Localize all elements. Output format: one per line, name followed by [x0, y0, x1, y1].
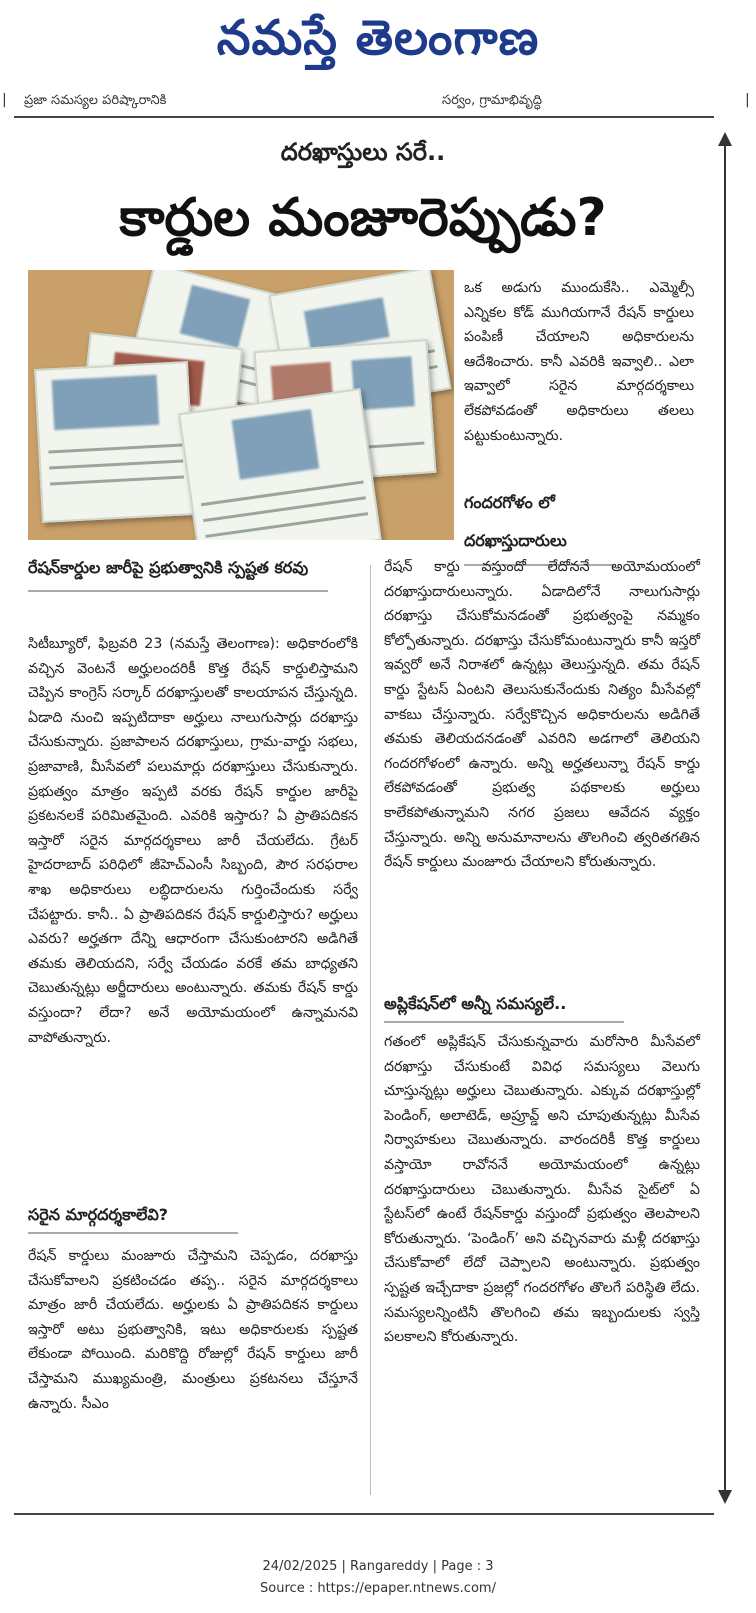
section-heading-lack-of-clarity: రేషన్‌కార్డుల జారీపై ప్రభుత్వానికి స్పష్టత కరవు	[28, 550, 328, 592]
right-intro-paragraph: ఒక అడుగు ముందుకేసి.. ఎమ్మెల్సీ ఎన్నికల కోడ్ ముగియగానే రేషన్ కార్డులు పంపిణీ చేయాలని అధికారులను ఆదేశించారు. కానీ ఎవరికి ఇవ్వాలి.. ఎలా ఇవ్వాలో సరైన మార్గదర్శకాలు లేకపోవడంతో అధికారులు తలలు పట్టుకుంటున్నారు.	[464, 280, 694, 444]
left-main-paragraph: సిటీబ్యూరో, ఫిబ్రవరి 23 (నమస్తే తెలంగాణ): అధికారంలోకి వచ్చిన వెంటనే అర్హులందరికీ కొత్త రేషన్ కార్డులిస్తామని చెప్పిన కాంగ్రెస్ సర్కార్ దరఖాస్తులతో కాలయాపన చేస్తున్నది. ఏడాది నుంచి ఇప్పటిదాకా అర్హులు నాలుగుసార్లు దరఖాస్తు చేసుకున్నారు. ప్రజాపాలన దరఖాస్తులు, గ్రామ-వార్డు సభలు, ప్రజావాణి, మీసేవలో పలుమార్లు దరఖాస్తులు చేసుకున్నారు. ప్రభుత్వం మాత్రం ఇప్పటి వరకు రేషన్ కార్డుల జారీపై ప్రకటనలకే పరిమితమైంది. ఎవరికి ఇస్తారు? ఏ ప్రాతిపదికన ఇస్తారో సరైన మార్గదర్శకాలు జారీ చేయలేదు. గ్రేటర్ హైదరాబాద్ పరిధిలో జీహెచ్‌ఎంసీ సిబ్బంది, పౌర సరఫరాల శాఖ అధికారులు లబ్ధిదారులను గుర్తించేందుకు సర్వే చేపట్టారు. కానీ.. ఏ ప్రాతిపదికన రేషన్ కార్డులిస్తారు? అర్హులు ఎవరు? అర్హతగా దేన్ని ఆధారంగా చేసుకుంటారని అడిగితే తమకు తెలియదని, సర్వే చేయడం వరకే తమ బాధ్యతని చెబుతున్నట్లు అర్జీదారులు అంటున్నారు. తమకు రేషన్ కార్డు వస్తుందా? లేదా? అనే అయోమయంలో ఉన్నామనవి వాపోతున్నారు.	[28, 636, 358, 1046]
right-confusion-paragraph: రేషన్ కార్డు వస్తుందో లేదోననే అయోమయంలో దరఖాస్తుదారులున్నారు. ఏడాదిలోనే నాలుగుసార్లు దరఖాస్తు చేసుకోమనడంతో ప్రభుత్వంపై నమ్మకం కోల్పోతున్నారు. దరఖాస్తు చేసుకోమంటున్నారు కానీ ఇస్తరో ఇవ్వరో అనే నిరాశలో ఉన్నట్లు తెలుస్తున్నది. తమ రేషన్ కార్డు స్టేటస్ ఏంటని తెలుసుకునేందుకు నిత్యం మీసేవల్లో వాకబు చేస్తున్నారు. సర్వేకొచ్చిన అధికారులను అడిగితే తమకు తెలియదనడంతో ఎవరిని అడగాలో తెలియని గందరగోళంలో ఉన్నారు. అన్ని అర్హతలున్నా రేషన్ కార్డు లేకపోవడంతో ప్రభుత్వ పథకాలకు అర్హులు కాలేకపోతున్నామని నగర ప్రజలు ఆవేదన వ్యక్తం చేస్తున్నారు. అన్ని అనుమానాలను తొలగించి త్వరితగతిన రేషన్ కార్డులు మంజూరు చేయాలని కోరుతున్నారు.	[384, 559, 700, 871]
subhead-strip	[0, 90, 756, 112]
left-guidelines-paragraph: రేషన్ కార్డులు మంజూరు చేస్తామని చెప్పడం, దరఖాస్తు చేసుకోవాలని ప్రకటించడం తప్ప.. సరైన మార్గదర్శకాలు మాత్రం జారీ చేయలేదు. అర్హులకు ఏ ప్రాతిపదికన కార్డులు ఇస్తారో అటు ప్రభుత్వానికి, ఇటు అధికారులకు స్పష్టత లేకుండా పోయింది. మరికొద్ది రోజుల్లో రేషన్ కార్డులు జారీ చేస్తామని ముఖ్యమంత్రి, మంత్రులు ప్రకటనలు చేస్తూనే ఉన్నారు. సీఎం	[28, 1248, 358, 1412]
footer-source: Source : https://epaper.ntnews.com/	[260, 1581, 496, 1596]
footer-date-edition: 24/02/2025 | Rangareddy | Page : 3	[262, 1559, 494, 1574]
strip-tick-left: |	[2, 92, 7, 108]
column-divider	[370, 565, 371, 1495]
section-heading-application-problems: అప్లికేషన్‌లో అన్నీ సమస్యలే..	[384, 994, 624, 1023]
section-heading-confusion: గందరగోళం లో దరఖాస్తుదారులు	[464, 484, 614, 566]
ration-cards-photo	[28, 270, 454, 540]
footer	[0, 1556, 756, 1600]
masthead-logo: నమస్తే తెలంగాణ	[216, 10, 540, 66]
ration-card	[34, 361, 196, 523]
article-extent-line	[724, 140, 726, 1500]
section-heading-guidelines: సరైన మార్గదర్శకాలేవి?	[28, 1205, 238, 1234]
strip-tick-right: |	[745, 92, 750, 108]
bottom-divider	[14, 1513, 714, 1515]
top-divider	[14, 116, 714, 118]
arrow-down-icon	[718, 1490, 732, 1504]
right-application-paragraph: గతంలో అప్లికేషన్ చేసుకున్నవారు మరోసారి మీసేవలో దరఖాస్తు చేసుకుంటే వివిధ సమస్యలు వెలుగు చూస్తున్నట్లు అర్హులు చెబుతున్నారు. ఎక్కువ దరఖాస్తుల్లో పెండింగ్, అలాటెడ్, అప్రూవ్డ్ అని చూపుతున్నట్లు మీసేవ నిర్వాహకులు చెబుతున్నారు. వారందరికీ కొత్త కార్డులు వస్తాయో రావోననే అయోమయంలో ఉన్నట్లు దరఖాస్తుదారులు చెబుతున్నారు. మీసేవ సైట్‌లో ఏ స్టేటస్‌లో ఉంటే రేషన్‌కార్డు వస్తుందో ప్రభుత్వం తెలపాలని కోరుతున్నారు. ‘పెండింగ్’ అని వచ్చినవారు మళ్లీ దరఖాస్తు చేసుకోవాలో లేదో చెప్పాలని అంటున్నారు. ప్రభుత్వం స్పష్టత ఇచ్చేదాకా ప్రజల్లో గందరగోళం తొలగే పరిస్థితి లేదు. సమస్యలన్నింటినీ తొలగించి తమ ఇబ్బందులకు స్వస్తి పలకాలని కోరుతున్నారు.	[384, 1034, 700, 1346]
strip-right-text: సర్వం, గ్రామాభివృద్ధి	[442, 93, 542, 108]
article-kicker: దరఖాస్తులు సరే..	[280, 138, 446, 166]
strip-left-text: ప్రజా సమస్యల పరిష్కారానికి	[24, 93, 167, 108]
article-headline: కార్డుల మంజూరెప్పుడు?	[119, 188, 607, 248]
ration-card	[178, 388, 382, 540]
